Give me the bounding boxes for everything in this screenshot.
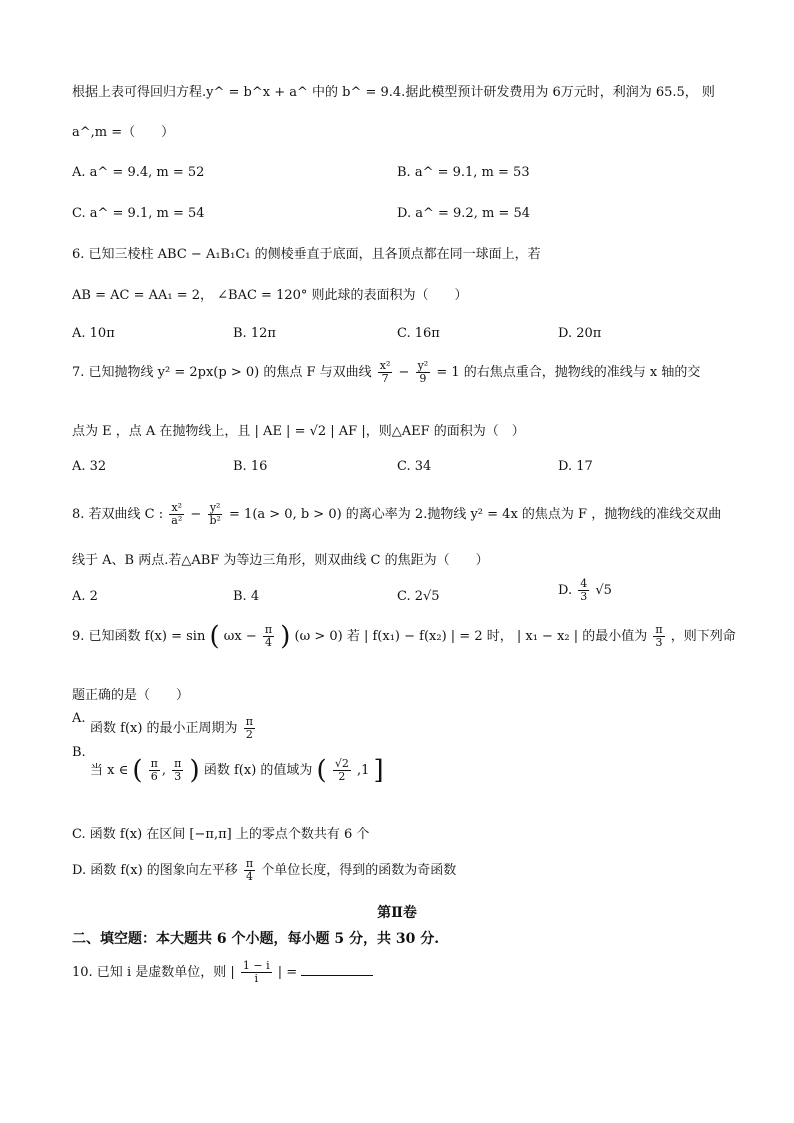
q9-inner: ωx − <box>223 629 257 644</box>
q9-min-den: 3 <box>655 636 663 649</box>
q9-option-b-d2: 3 <box>174 770 182 783</box>
q5-option-a: A. a^ = 9.4, m = 52 <box>72 165 205 180</box>
q9-stem-line2: 题正确的是（ ） <box>72 688 190 703</box>
q6-stem-line2: AB = AC = AA₁ = 2， ∠BAC = 120° 则此球的表面积为（ ） <box>72 288 468 303</box>
section-heading: 二、填空题：本大题共 6 个小题，每小题 5 分，共 30 分. <box>72 931 440 947</box>
q7-stem-post: = 1 的右焦点重合，抛物线的准线与 x 轴的交 <box>436 365 701 380</box>
q7-option-d: D. 17 <box>558 459 593 474</box>
q9-condition: (ω > 0) 若 | f(x₁) − f(x₂) | = 2 时， | x₁ − x₂ | 的最小值为 <box>294 629 648 644</box>
q9-option-d-fraction <box>244 858 255 883</box>
q5-option-b: B. a^ = 9.1, m = 53 <box>397 165 530 180</box>
q9-option-b-mid: 函数 f(x) 的值域为 <box>203 763 313 778</box>
q9-option-a-fraction <box>244 716 255 741</box>
q5-option-d: D. a^ = 9.2, m = 54 <box>397 206 530 221</box>
q8-fraction-y <box>207 502 222 527</box>
q9-option-b-rd: 2 <box>338 770 346 783</box>
q9-option-b-range-left: ( <box>316 755 327 786</box>
q9-option-b-frac2 <box>172 758 183 783</box>
q7-option-c: C. 34 <box>397 459 432 474</box>
q7-minus: − <box>398 365 410 380</box>
q9-option-b-left-paren: ( <box>132 755 143 786</box>
q8-stem-pre: 8. 若双曲线 C : <box>72 507 164 522</box>
q9-left-paren: ( <box>209 621 220 652</box>
q7-stem-line1 <box>72 360 700 385</box>
q9-option-a <box>90 716 257 741</box>
q8-stem-post: = 1(a > 0, b > 0) 的离心率为 2.抛物线 y² = 4x 的焦点为 F ，抛物线的准线交双曲 <box>229 507 722 522</box>
q8-frac-y-num: y² <box>209 501 221 514</box>
q9-option-d-post: 个单位长度，得到的函数为奇函数 <box>261 863 457 878</box>
q8-frac-y-den: b² <box>209 514 221 527</box>
q9-option-a-text: 函数 f(x) 的最小正周期为 <box>90 721 238 736</box>
q8-option-d <box>558 578 612 603</box>
q9-option-d-den: 4 <box>246 870 254 883</box>
q7-fraction-y <box>416 360 431 385</box>
q9-option-b-d1: 6 <box>150 770 158 783</box>
q9-option-b-pre: 当 x ∈ <box>90 763 129 778</box>
q8-option-d-den: 3 <box>580 590 588 603</box>
q8-option-d-fraction <box>578 578 589 603</box>
q6-option-d: D. 20π <box>558 326 602 341</box>
q9-pi-den: 4 <box>264 636 272 649</box>
q6-stem-line1: 6. 已知三棱柱 ABC − A₁B₁C₁ 的侧棱垂直于底面，且各顶点都在同一球面上，若 <box>72 247 541 262</box>
q9-option-b-n2: π <box>174 757 182 770</box>
q9-option-b-right-paren: ) <box>189 755 200 786</box>
q8-stem-line2: 线于 A、B 两点.若△ABF 为等边三角形，则双曲线 C 的焦距为（ ） <box>72 553 489 568</box>
q10-den: i <box>254 972 259 985</box>
q8-option-a: A. 2 <box>72 589 98 604</box>
q7-stem-pre: 7. 已知抛物线 y² = 2px(p > 0) 的焦点 F 与双曲线 <box>72 365 372 380</box>
q8-option-d-label: D. <box>558 583 573 598</box>
q6-option-a: A. 10π <box>72 326 115 341</box>
q8-option-d-tail: √5 <box>595 583 612 598</box>
q9-right-paren: ) <box>280 621 291 652</box>
q10-num: 1 − i <box>242 959 270 972</box>
q6-option-b: B. 12π <box>233 326 276 341</box>
q8-option-d-num: 4 <box>580 577 588 590</box>
q9-option-b-n1: π <box>150 757 158 770</box>
q10-fraction <box>241 960 272 985</box>
q10-stem <box>72 960 373 985</box>
q9-option-c: C. 函数 f(x) 在区间 [−π,π] 上的零点个数共有 6 个 <box>72 827 370 842</box>
q5-option-c: C. a^ = 9.1, m = 54 <box>72 206 205 221</box>
q8-stem-line1 <box>72 502 721 527</box>
q8-frac-x-den: a² <box>171 514 183 527</box>
q7-fraction-x <box>378 360 393 385</box>
q7-option-a: A. 32 <box>72 459 107 474</box>
q10-pre: 10. 已知 i 是虚数单位，则 | <box>72 965 235 980</box>
q9-option-b-frac1 <box>149 758 160 783</box>
q5-stem-line2: a^,m =（ ） <box>72 125 175 140</box>
q7-frac-x-num: x² <box>379 359 391 372</box>
q9-tail: ，则下列命 <box>670 629 736 644</box>
q5-stem-line1: 根据上表可得回归方程.y^ = b^x + a^ 中的 b^ = 9.4.据此模型预计研发费用为 6万元时，利润为 65.5， 则 <box>72 85 715 100</box>
q9-option-b-range-frac <box>333 758 351 783</box>
q8-option-c: C. 2√5 <box>397 589 440 604</box>
q9-option-a-num: π <box>245 715 253 728</box>
q9-pi-num: π <box>264 623 273 636</box>
q6-option-c: C. 16π <box>397 326 440 341</box>
q9-option-a-den: 2 <box>245 728 253 741</box>
q8-minus: − <box>190 507 202 522</box>
q9-stem-line1 <box>72 621 736 652</box>
q9-pi-over-4 <box>263 624 274 649</box>
q9-option-a-label: A. <box>72 711 86 726</box>
q9-option-d-pre: D. 函数 f(x) 的图象向左平移 <box>72 863 238 878</box>
q9-option-b-end: ,1 <box>357 763 370 778</box>
q8-frac-x-num: x² <box>171 501 183 514</box>
q9-option-b-range-right: ] <box>373 755 384 786</box>
q9-min-value <box>653 624 664 649</box>
q10-post: | = <box>277 965 298 980</box>
q9-min-num: π <box>655 623 663 636</box>
q8-option-b: B. 4 <box>233 589 260 604</box>
q10-answer-blank[interactable] <box>301 963 373 976</box>
part2-title: 第Ⅱ卷 <box>377 905 417 921</box>
q9-option-d-num: π <box>245 857 254 870</box>
q9-stem-pre: 9. 已知函数 f(x) = sin <box>72 629 206 644</box>
q7-option-b: B. 16 <box>233 459 268 474</box>
q9-option-b: 当 x ∈ ( $\frac{\pi}{6}$ , $\frac{\pi}{3}$ ) 函数 f(x) 的值域为 ( $\frac{√2}{2}$ ,1 ] <box>90 755 384 786</box>
q7-frac-x-den: 7 <box>381 372 389 385</box>
q7-stem-line2: 点为 E ，点 A 在抛物线上，且 | AE | = √2 | AF |，则△AEF 的面积为（ ） <box>72 424 525 439</box>
q7-frac-y-den: 9 <box>419 372 427 385</box>
q9-option-b-rn: √2 <box>334 757 349 770</box>
q9-option-d <box>72 858 456 883</box>
q9-option-b-label: B. <box>72 745 86 760</box>
q8-fraction-x <box>169 502 184 527</box>
q7-frac-y-num: y² <box>417 359 429 372</box>
